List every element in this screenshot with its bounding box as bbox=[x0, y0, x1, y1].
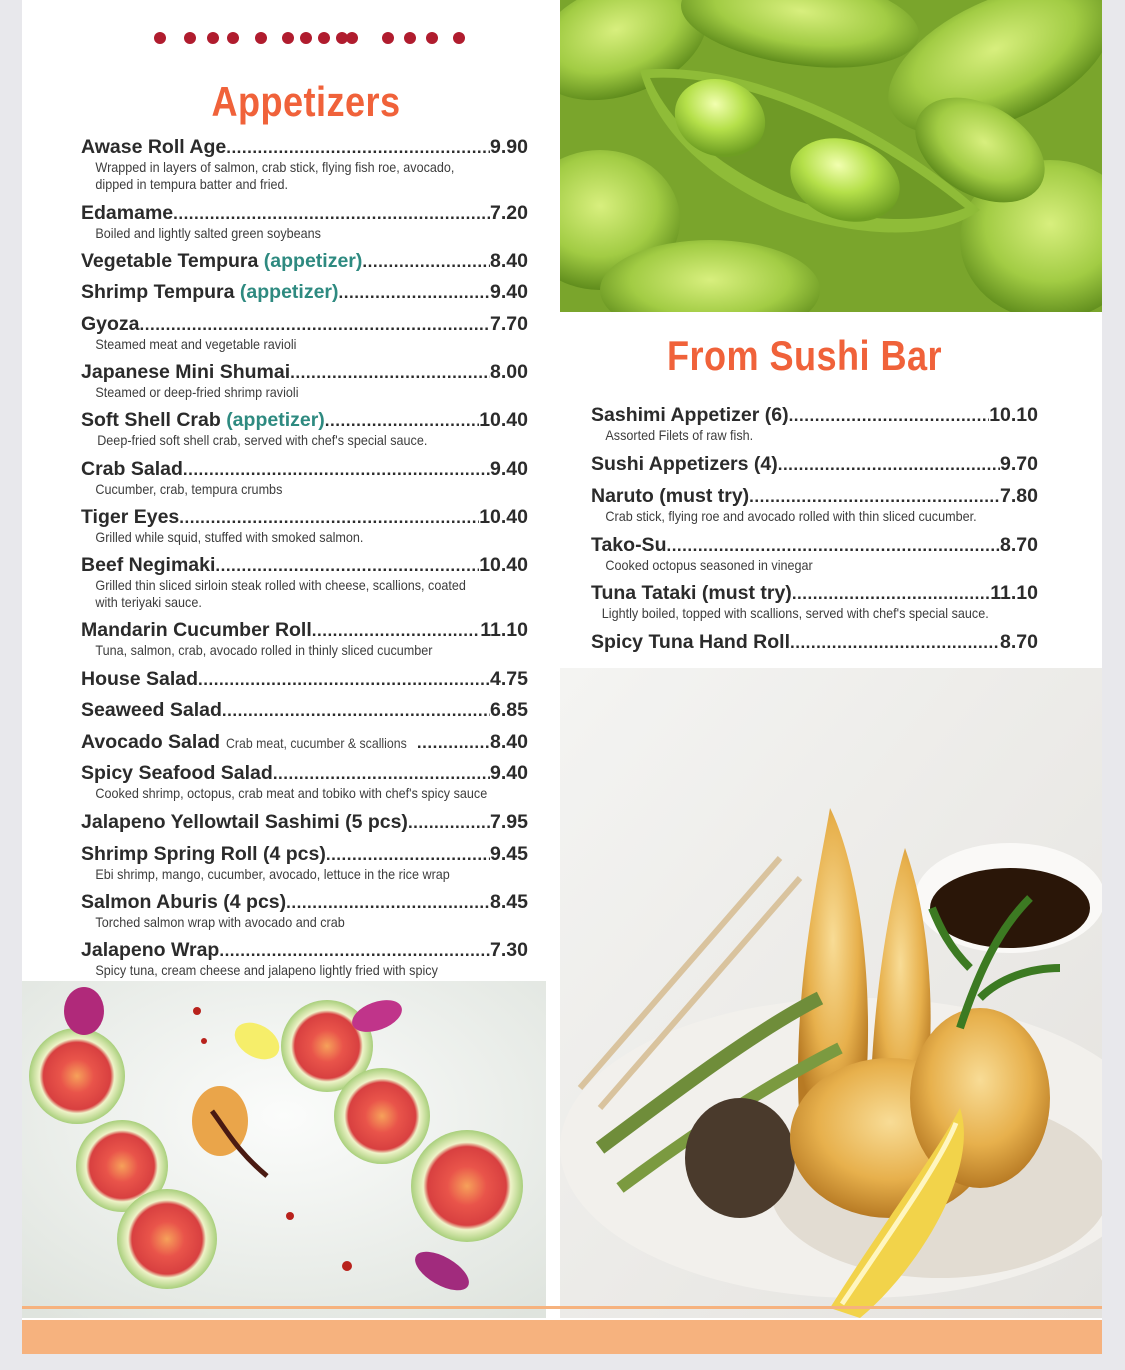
sushi-rolls-photo bbox=[22, 981, 546, 1318]
menu-item: Shrimp Tempura (appetizer) ..... 9.40 bbox=[81, 281, 528, 304]
menu-item: Sashimi Appetizer (6) ..... 10.10 Assorted Filets of raw fish. bbox=[591, 404, 1038, 444]
footer-stripe-thin bbox=[22, 1306, 1102, 1309]
menu-page bbox=[22, 0, 1102, 1354]
appetizers-title: Appetizers bbox=[211, 78, 401, 125]
menu-item: Edamame ..... 7.20 Boiled and lightly salted green soybeans bbox=[81, 202, 528, 242]
menu-item: Awase Roll Age ..... 9.90 Wrapped in layers of salmon, crab stick, flying fish roe, avocado, dipped in tempura batter and fried. bbox=[81, 136, 528, 193]
menu-item: House Salad ..... 4.75 bbox=[81, 668, 528, 691]
menu-item: Spicy Seafood Salad ..... 9.40 Cooked shrimp, octopus, crab meat and tobiko with chef's spicy sauce bbox=[81, 762, 528, 802]
menu-item: Tiger Eyes ..... 10.40 Grilled while squid, stuffed with smoked salmon. bbox=[81, 506, 528, 546]
menu-item: Jalapeno Yellowtail Sashimi (5 pcs) ..... 7.95 bbox=[81, 811, 528, 834]
menu-item: Jalapeno Wrap ..... 7.30 Spicy tuna, cream cheese and jalapeno lightly fried with spicy bbox=[81, 939, 528, 996]
tempura-photo bbox=[560, 668, 1102, 1318]
sushi-bar-title: From Sushi Bar bbox=[667, 332, 942, 379]
footer-band bbox=[22, 1320, 1102, 1354]
menu-item: Vegetable Tempura (appetizer) ..... 8.40 bbox=[81, 250, 528, 273]
menu-item: Japanese Mini Shumai ..... 8.00 Steamed or deep-fried shrimp ravioli bbox=[81, 361, 528, 401]
menu-item: Mandarin Cucumber Roll ..... 11.10 Tuna, salmon, crab, avocado rolled in thinly sliced cucumber bbox=[81, 619, 528, 659]
decorative-dots bbox=[152, 32, 492, 52]
menu-item: Gyoza ..... 7.70 Steamed meat and vegetable ravioli bbox=[81, 313, 528, 353]
sushi-bar-list bbox=[591, 404, 1038, 654]
menu-item: Sushi Appetizers (4) ..... 9.70 bbox=[591, 453, 1038, 476]
menu-item: Tako-Su ..... 8.70 Cooked octopus seasoned in vinegar bbox=[591, 534, 1038, 574]
appetizers-list bbox=[81, 136, 528, 996]
menu-item: Soft Shell Crab (appetizer) ..... 10.40 Deep-fried soft shell crab, served with chef's special sauce. bbox=[81, 409, 528, 449]
menu-item: Tuna Tataki (must try) ..... 11.10 Lightly boiled, topped with scallions, served with chef's special sauce. bbox=[591, 582, 1038, 622]
edamame-photo bbox=[560, 0, 1102, 312]
menu-item: Seaweed Salad ..... 6.85 bbox=[81, 699, 528, 722]
menu-item: Naruto (must try) ..... 7.80 Crab stick, flying roe and avocado rolled with thin sliced cucumber. bbox=[591, 485, 1038, 525]
menu-item: Spicy Tuna Hand Roll ..... 8.70 bbox=[591, 631, 1038, 654]
menu-item: Avocado Salad Crab meat, cucumber & scallions ..... 8.40 bbox=[81, 731, 528, 754]
menu-item: Crab Salad ..... 9.40 Cucumber, crab, tempura crumbs bbox=[81, 458, 528, 498]
menu-item: Beef Negimaki ..... 10.40 Grilled thin sliced sirloin steak rolled with cheese, scallions, coated with teriyaki sauce. bbox=[81, 554, 528, 611]
menu-item: Shrimp Spring Roll (4 pcs) ..... 9.45 Ebi shrimp, mango, cucumber, avocado, lettuce in the rice wrap bbox=[81, 843, 528, 883]
menu-item: Salmon Aburis (4 pcs) ..... 8.45 Torched salmon wrap with avocado and crab bbox=[81, 891, 528, 931]
